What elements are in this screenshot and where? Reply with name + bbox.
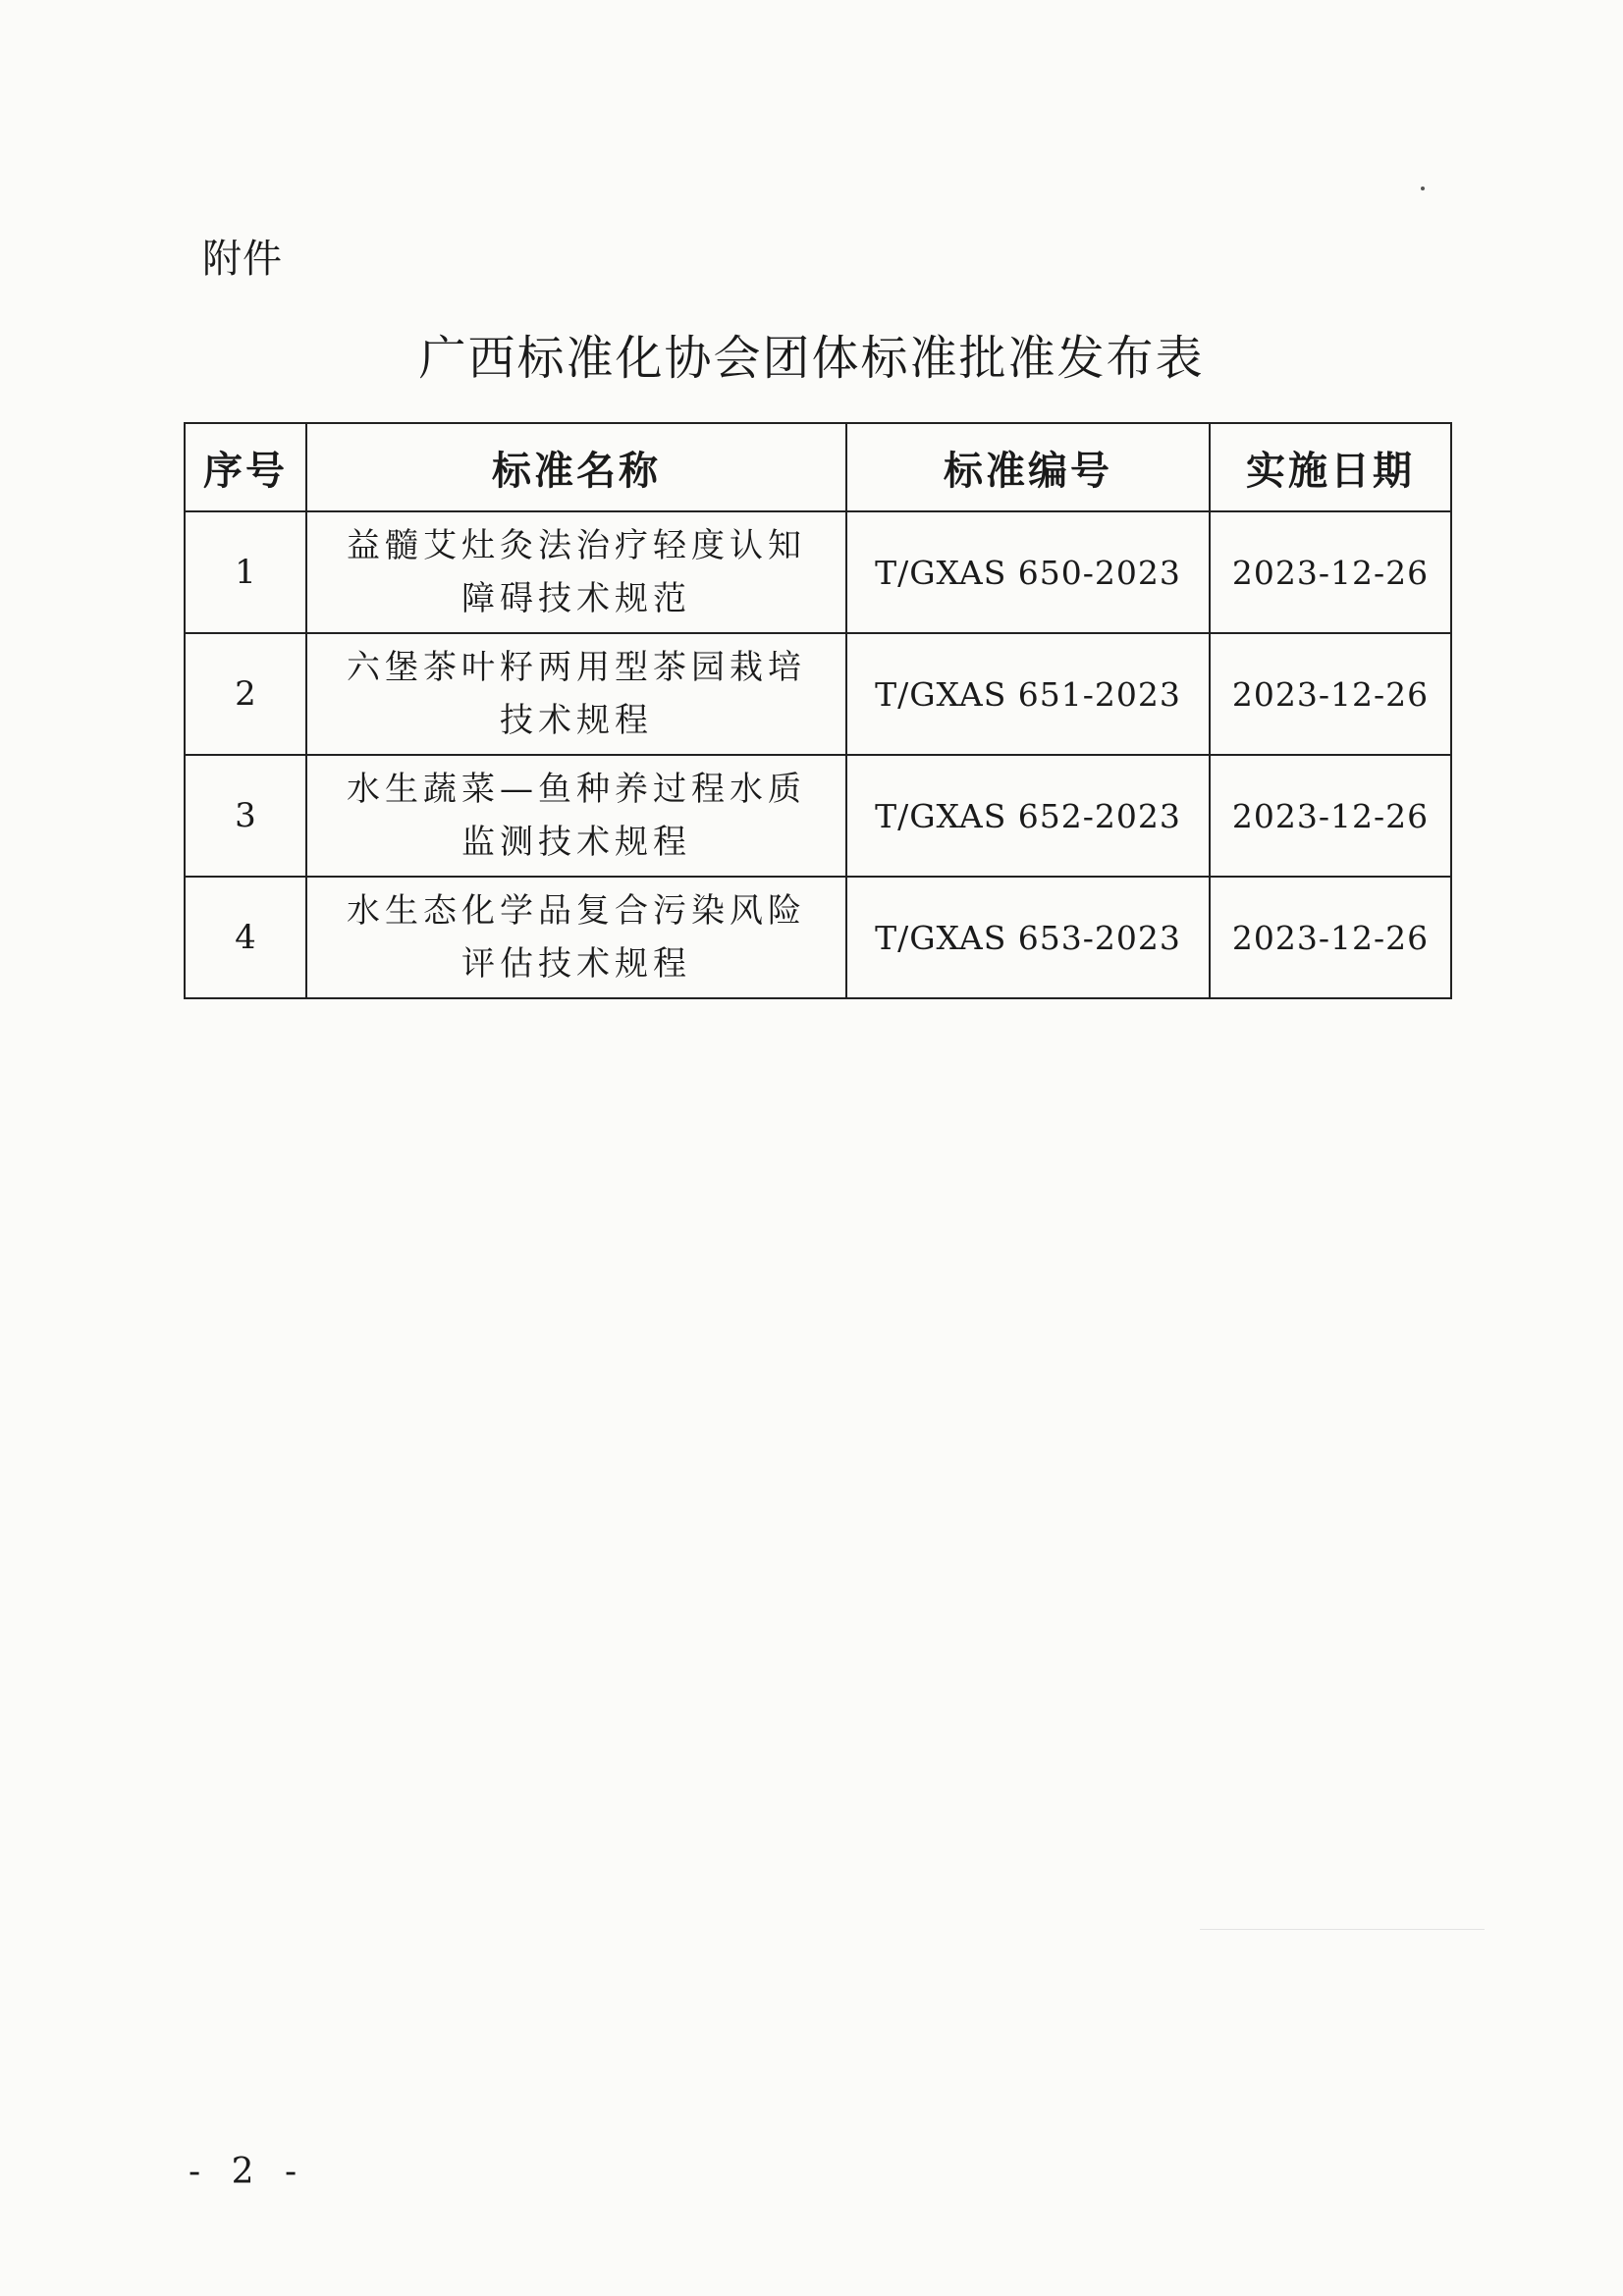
table-header-row xyxy=(185,423,1451,511)
header-serial-no: 序号 xyxy=(185,423,306,511)
attachment-label: 附件 xyxy=(202,237,283,282)
standard-code-cell: T/GXAS 650-2023 xyxy=(846,511,1210,633)
header-effective-date: 实施日期 xyxy=(1210,423,1451,511)
standard-name-cell xyxy=(306,633,846,755)
serial-no-cell: 4 xyxy=(185,877,306,998)
page-title: 广西标准化协会团体标准批准发布表 xyxy=(418,331,1205,386)
scan-line xyxy=(1200,1929,1485,1930)
scan-speck xyxy=(1421,187,1425,190)
standard-name-line-1: 水生蔬菜—鱼种养过程水质 xyxy=(347,770,806,809)
standards-table xyxy=(184,422,1452,999)
table-row xyxy=(185,511,1451,633)
standard-name-cell xyxy=(306,877,846,998)
standard-name-cell xyxy=(306,511,846,633)
header-standard-name: 标准名称 xyxy=(306,423,846,511)
effective-date-cell: 2023-12-26 xyxy=(1210,877,1451,998)
standard-name-line-2: 评估技术规程 xyxy=(461,944,691,984)
standard-name-line-1: 水生态化学品复合污染风险 xyxy=(347,891,806,931)
effective-date-cell: 2023-12-26 xyxy=(1210,633,1451,755)
standard-name-line-2: 监测技术规程 xyxy=(461,823,691,862)
serial-no-cell: 1 xyxy=(185,511,306,633)
page-number: - 2 - xyxy=(189,2152,307,2192)
standard-code-cell: T/GXAS 652-2023 xyxy=(846,755,1210,877)
standard-name-cell xyxy=(306,755,846,877)
standard-name-line-1: 六堡茶叶籽两用型茶园栽培 xyxy=(347,648,806,687)
table-row xyxy=(185,755,1451,877)
standard-name-line-2: 障碍技术规范 xyxy=(461,579,691,618)
serial-no-cell: 3 xyxy=(185,755,306,877)
table-row xyxy=(185,877,1451,998)
effective-date-cell: 2023-12-26 xyxy=(1210,511,1451,633)
standard-code-cell: T/GXAS 653-2023 xyxy=(846,877,1210,998)
standard-name-line-2: 技术规程 xyxy=(500,701,653,740)
header-standard-code: 标准编号 xyxy=(846,423,1210,511)
table-row xyxy=(185,633,1451,755)
standard-name-line-1: 益髓艾灶灸法治疗轻度认知 xyxy=(347,526,806,565)
serial-no-cell: 2 xyxy=(185,633,306,755)
effective-date-cell: 2023-12-26 xyxy=(1210,755,1451,877)
standard-code-cell: T/GXAS 651-2023 xyxy=(846,633,1210,755)
